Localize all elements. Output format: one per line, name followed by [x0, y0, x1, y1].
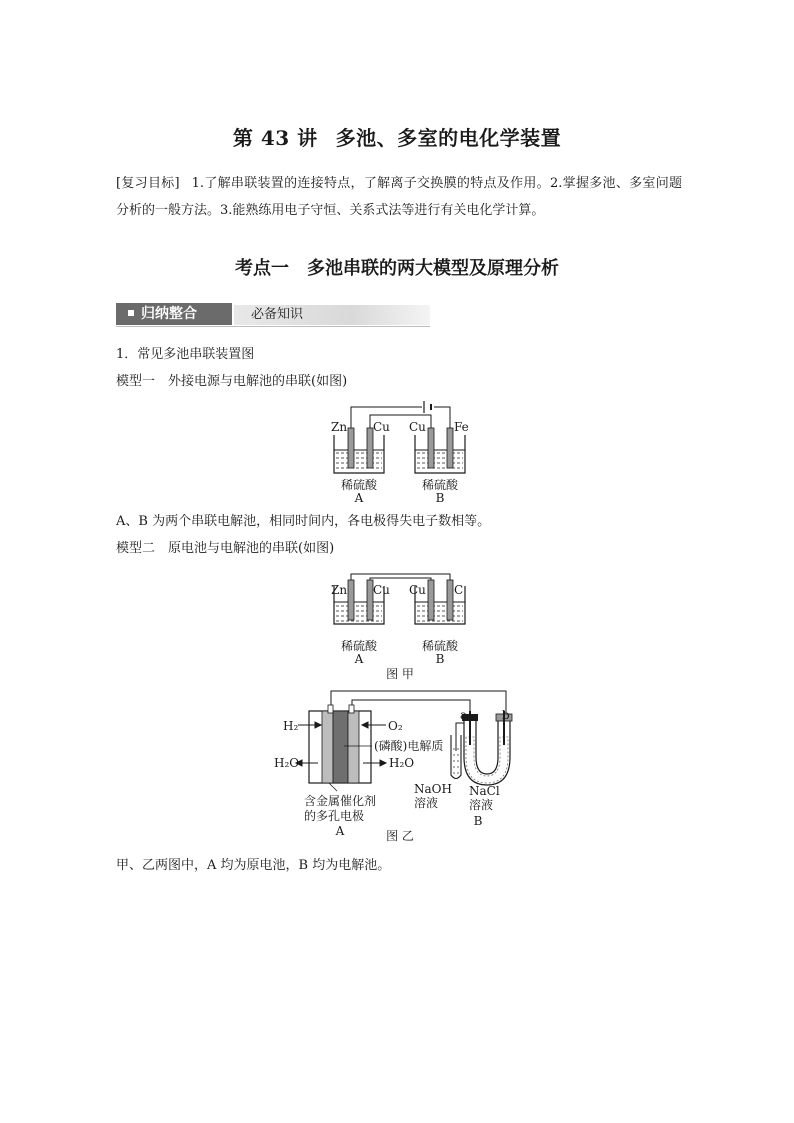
- electrode-cu-b: [428, 428, 434, 468]
- label-b: B: [473, 814, 483, 828]
- paragraph-2: A、B 为两个串联电解池，相同时间内，各电极得失电子数相等。: [116, 514, 491, 529]
- porous-electrode-right: [348, 711, 359, 783]
- wire-inner: [370, 578, 431, 582]
- paragraph-3: 甲、乙两图中，A 均为原电池，B 均为电解池。: [116, 858, 391, 873]
- review-goals-label: [复习目标]: [116, 176, 180, 191]
- label-c: C: [454, 583, 464, 597]
- label-zn: Zn: [331, 583, 348, 597]
- electrode-zn: [348, 580, 354, 620]
- label-electrode-b: b: [502, 708, 510, 722]
- u-tube-inner: [476, 721, 498, 774]
- label-cu-b: Cu: [409, 583, 426, 597]
- banner-dark: 归纳整合: [116, 303, 232, 325]
- section-title: 考点一 多池串联的两大模型及原理分析: [235, 258, 559, 279]
- square-icon: [128, 310, 134, 316]
- label-electrode-line2: 的多孔电极: [304, 809, 365, 823]
- caption-yi: 图 乙: [386, 829, 414, 843]
- page-title: 第 43 讲 多池、多室的电化学装置: [232, 126, 562, 150]
- label-cu-a: Cu: [373, 583, 390, 597]
- electrode-zn: [348, 428, 354, 468]
- beaker-b: [415, 435, 465, 473]
- figure-model-one: [0, 395, 794, 505]
- label-liquid-a: 稀硫酸: [340, 639, 378, 653]
- wire-top-right: [434, 407, 450, 430]
- banner-light: 必备知识: [234, 305, 430, 325]
- electrode-c: [447, 580, 453, 620]
- porous-electrode-left: [322, 711, 333, 783]
- label-a: A: [335, 824, 345, 838]
- label-zn: Zn: [331, 420, 348, 434]
- electrode-cu-b: [428, 580, 434, 620]
- label-electrolyte: (磷酸)电解质: [374, 739, 444, 753]
- label-a: A: [354, 491, 364, 505]
- model-two-heading: 模型二 原电池与电解池的串联(如图): [116, 541, 335, 556]
- model-one-heading: 模型一 外接电源与电解池的串联(如图): [116, 374, 348, 389]
- electrolyte-layer: [333, 711, 348, 783]
- label-cu-a: Cu: [373, 420, 390, 434]
- paragraph-1: 1．常见多池串联装置图: [116, 347, 255, 362]
- label-electrode-line1: 含金属催化剂: [304, 794, 377, 808]
- caption-jia: 图 甲: [386, 667, 414, 681]
- review-goals: [116, 170, 682, 224]
- label-cu-b: Cu: [409, 420, 426, 434]
- electrode-cu-a: [367, 428, 373, 468]
- label-b: B: [435, 491, 445, 505]
- wire-outer: [331, 691, 506, 713]
- label-naoh: NaOH: [414, 782, 452, 796]
- label-liquid-b: 稀硫酸: [421, 639, 459, 653]
- label-o2: O₂: [388, 719, 403, 733]
- beaker-a: [334, 435, 384, 473]
- delivery-tube: [456, 723, 464, 751]
- label-electrode-a: a: [460, 708, 468, 722]
- label-liquid-a: 稀硫酸: [340, 478, 378, 492]
- label-b: B: [435, 652, 445, 666]
- electrode-fe: [447, 428, 453, 468]
- review-goals-text: 1.了解串联装置的连接特点，了解离子交换膜的特点及作用。2.掌握多池、多室问题分析的一般方法。3.能熟练用电子守恒、关系式法等进行有关电化学计算。: [116, 176, 682, 218]
- label-a: A: [354, 652, 364, 666]
- label-naoh-solution: 溶液: [414, 796, 439, 810]
- label-liquid-b: 稀硫酸: [421, 478, 459, 492]
- label-fe: Fe: [454, 420, 469, 434]
- section-banner: [116, 303, 430, 327]
- figure-jia: [0, 570, 794, 685]
- figure-yi: [0, 685, 794, 845]
- label-nacl: NaCl: [469, 784, 500, 798]
- pointer-electrode: [329, 783, 337, 791]
- banner-underline: [116, 326, 430, 327]
- label-h2o-right: H₂O: [389, 756, 415, 770]
- label-nacl-solution: 溶液: [469, 798, 494, 812]
- label-h2o-left: H₂O: [274, 756, 300, 770]
- label-h2: H₂: [283, 719, 299, 733]
